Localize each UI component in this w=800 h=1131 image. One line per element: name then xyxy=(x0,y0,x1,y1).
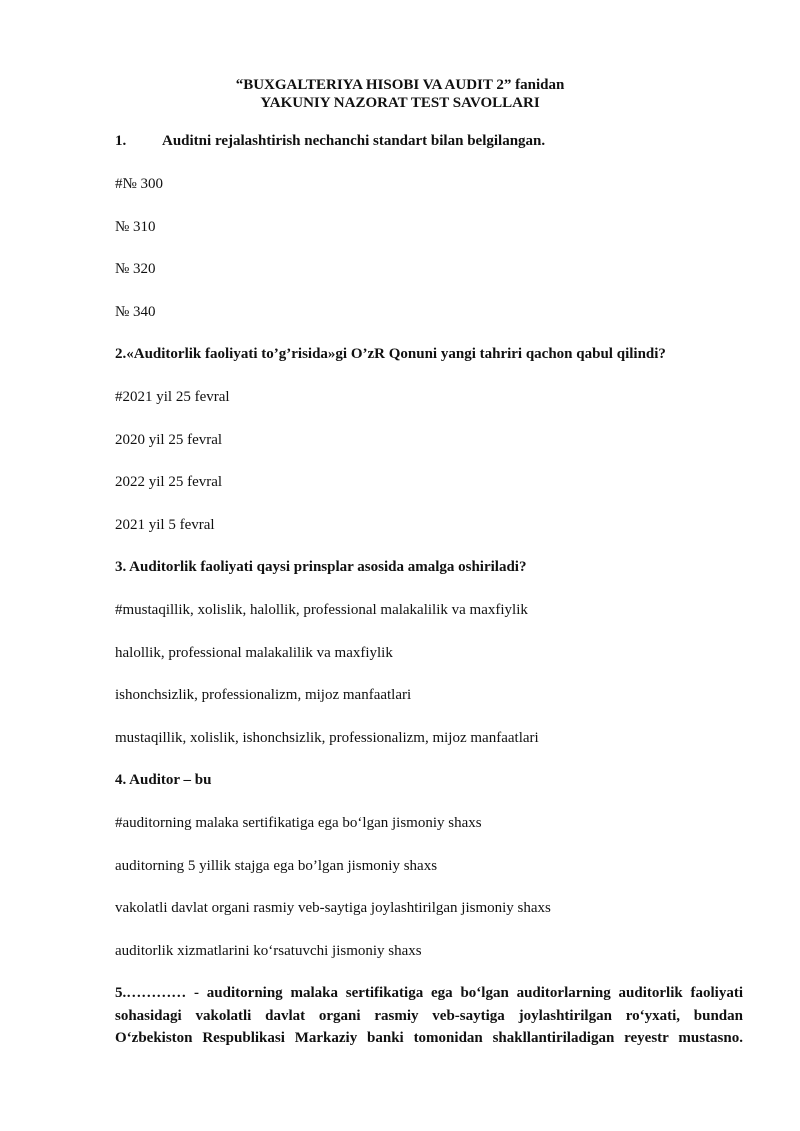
question-5-line-1: 5.………… - auditorning malaka sertifikatiga ega bo‘lgan auditorlarning auditorlik faoliyati xyxy=(115,985,743,1001)
question-1-option-4: № 340 xyxy=(115,304,156,320)
question-3-option-2: halollik, professional malakalilik va maxfiylik xyxy=(115,645,393,661)
question-4-option-3: vakolatli davlat organi rasmiy veb-saytiga joylashtirilgan jismoniy shaxs xyxy=(115,900,551,916)
question-4-option-2: auditorning 5 yillik stajga ega bo’lgan jismoniy shaxs xyxy=(115,858,438,874)
question-2-text: 2.«Auditorlik faoliyati to’g’risida»gi O’zR Qonuni yangi tahriri qachon qabul qilindi? xyxy=(115,346,666,362)
question-2-option-1: #2021 yil 25 fevral xyxy=(115,389,230,405)
question-1-number: 1. xyxy=(115,133,127,149)
question-5-line-3: O‘zbekiston Respublikasi Markaziy banki tomonidan shakllantiriladigan reyestr mustasno. xyxy=(115,1030,743,1046)
question-1-option-2: № 310 xyxy=(115,219,156,235)
question-1 xyxy=(115,131,743,151)
question-3-option-4: mustaqillik, xolislik, ishonchsizlik, professionalizm, mijoz manfaatlari xyxy=(115,730,539,746)
question-5-text xyxy=(115,982,743,1050)
question-1-option-1: #№ 300 xyxy=(115,176,164,192)
document-title-line-2: YAKUNIY NAZORAT TEST SAVOLLARI xyxy=(260,95,540,111)
question-3-option-1: #mustaqillik, xolislik, halollik, professional malakalilik va maxfiylik xyxy=(115,602,528,618)
question-2-option-3: 2022 yil 25 fevral xyxy=(115,474,223,490)
document-title-line-1: “BUXGALTERIYA HISOBI VA AUDIT 2” fanidan xyxy=(235,77,565,93)
question-4-option-1: #auditorning malaka sertifikatiga ega bo‘lgan jismoniy shaxs xyxy=(115,815,482,831)
question-4-option-4: auditorlik xizmatlarini ko‘rsatuvchi jismoniy shaxs xyxy=(115,943,422,959)
question-3-text: 3. Auditorlik faoliyati qaysi prinsplar asosida amalga oshiriladi? xyxy=(115,559,527,575)
question-3-option-3: ishonchsizlik, professionalizm, mijoz manfaatlari xyxy=(115,687,412,703)
question-1-text: Auditni rejalashtirish nechanchi standart bilan belgilangan. xyxy=(162,133,546,149)
question-1-option-3: № 320 xyxy=(115,261,156,277)
question-4-text: 4. Auditor – bu xyxy=(115,772,212,788)
question-5-line-2: sohasidagi vakolatli davlat organi rasmiy veb-saytiga joylashtirilgan ro‘yxati, bundan xyxy=(115,1007,743,1024)
question-2-option-4: 2021 yil 5 fevral xyxy=(115,517,215,533)
question-2-option-2: 2020 yil 25 fevral xyxy=(115,432,223,448)
